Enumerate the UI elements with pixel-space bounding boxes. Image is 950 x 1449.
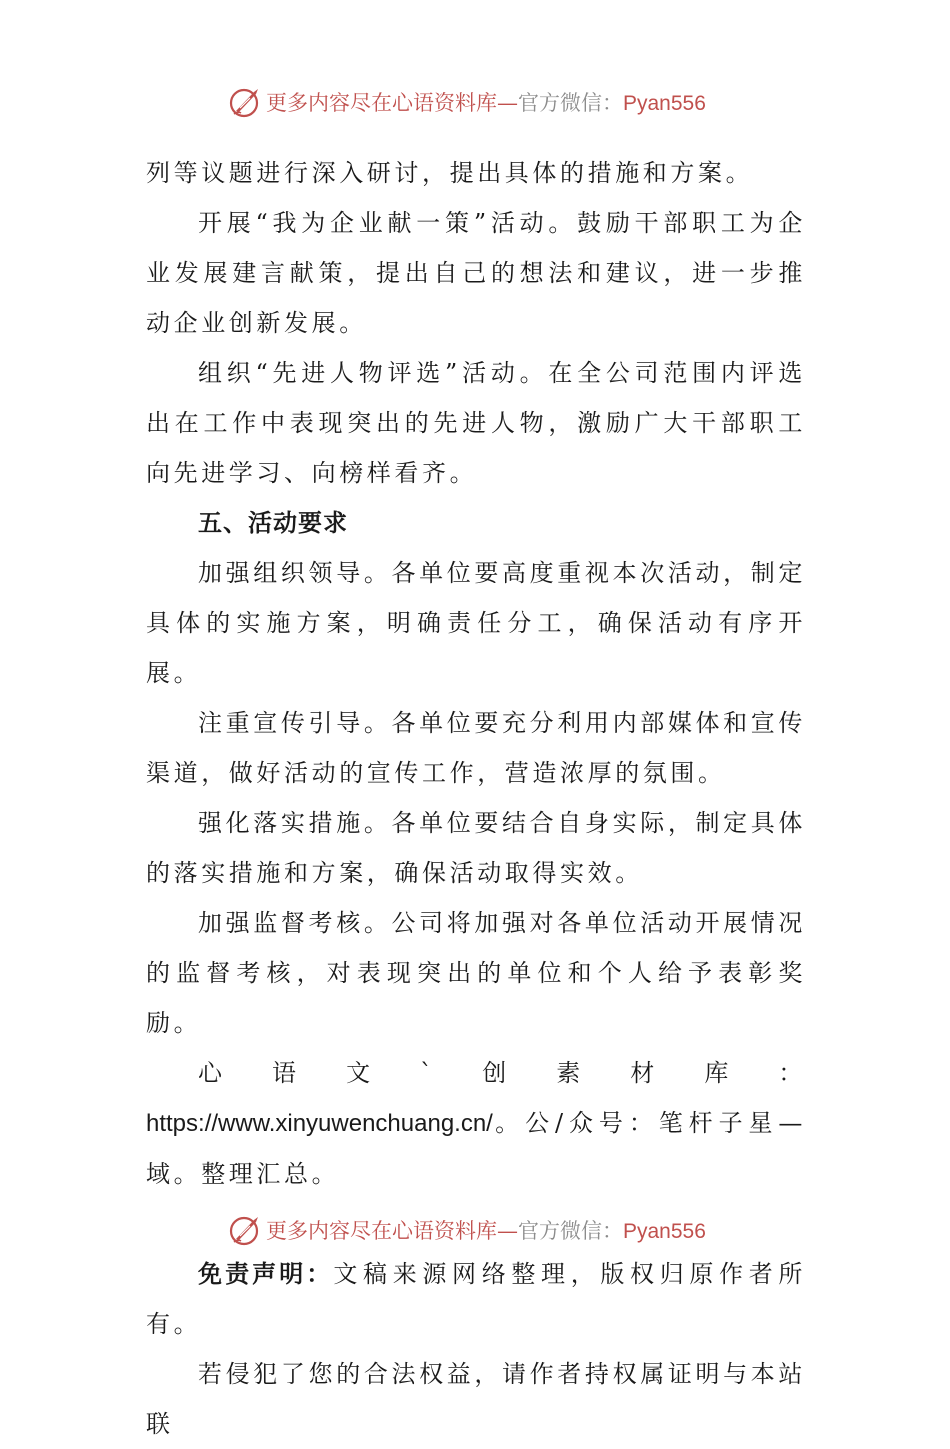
paragraph-3: 组织“先进人物评选”活动。在全公司范围内评选出在工作中表现突出的先进人物，激励广大干部职工向先进学习、向榜样看齐。 xyxy=(146,359,806,487)
disclaimer-label: 免责声明： xyxy=(198,1259,334,1288)
banner-wechat-id: Pyan556 xyxy=(623,1220,706,1243)
banner-wechat-id: Pyan556 xyxy=(623,92,706,115)
document-body xyxy=(146,148,806,1449)
footer-banner xyxy=(228,1210,748,1250)
source-suffix: 。公/众号：笔杆子星—域。整理汇总。 xyxy=(146,1109,806,1188)
quill-pen-logo-icon xyxy=(228,84,264,120)
disclaimer xyxy=(146,1249,806,1349)
banner-text xyxy=(266,87,706,117)
paragraph-8 xyxy=(146,1048,806,1199)
paragraph-5: 注重宣传引导。各单位要充分利用内部媒体和宣传渠道，做好活动的宣传工作，营造浓厚的氛围。 xyxy=(146,709,806,787)
source-prefix: 心语文`创素材库： xyxy=(198,1059,806,1087)
section-heading-5: 五、活动要求 xyxy=(198,508,348,537)
paragraph-1: 列等议题进行深入研讨，提出具体的措施和方案。 xyxy=(146,159,754,187)
paragraph-9: 若侵犯了您的合法权益，请作者持权属证明与本站联 xyxy=(146,1360,806,1438)
banner-wechat-label: 官方微信： xyxy=(518,1219,623,1243)
source-url[interactable]: https://www.xinyuwenchuang.cn/ xyxy=(146,1110,493,1137)
disclaimer-text: 文稿来源网络整理，版权归原作者所有。 xyxy=(146,1260,807,1338)
banner-main-text: 更多内容尽在心语资料库— xyxy=(266,1219,518,1243)
banner-text xyxy=(266,1215,706,1245)
quill-pen-logo-icon xyxy=(228,1212,264,1248)
banner-wechat-label: 官方微信： xyxy=(518,91,623,115)
header-banner xyxy=(228,82,748,122)
paragraph-4: 加强组织领导。各单位要高度重视本次活动，制定具体的实施方案，明确责任分工，确保活动有序开展。 xyxy=(146,559,806,687)
paragraph-6: 强化落实措施。各单位要结合自身实际，制定具体的落实措施和方案，确保活动取得实效。 xyxy=(146,809,806,887)
banner-main-text: 更多内容尽在心语资料库— xyxy=(266,91,518,115)
paragraph-7: 加强监督考核。公司将加强对各单位活动开展情况的监督考核，对表现突出的单位和个人给予表彰奖励。 xyxy=(146,909,806,1037)
paragraph-2: 开展“我为企业献一策”活动。鼓励干部职工为企业发展建言献策，提出自己的想法和建议，进一步推动企业创新发展。 xyxy=(146,209,806,337)
